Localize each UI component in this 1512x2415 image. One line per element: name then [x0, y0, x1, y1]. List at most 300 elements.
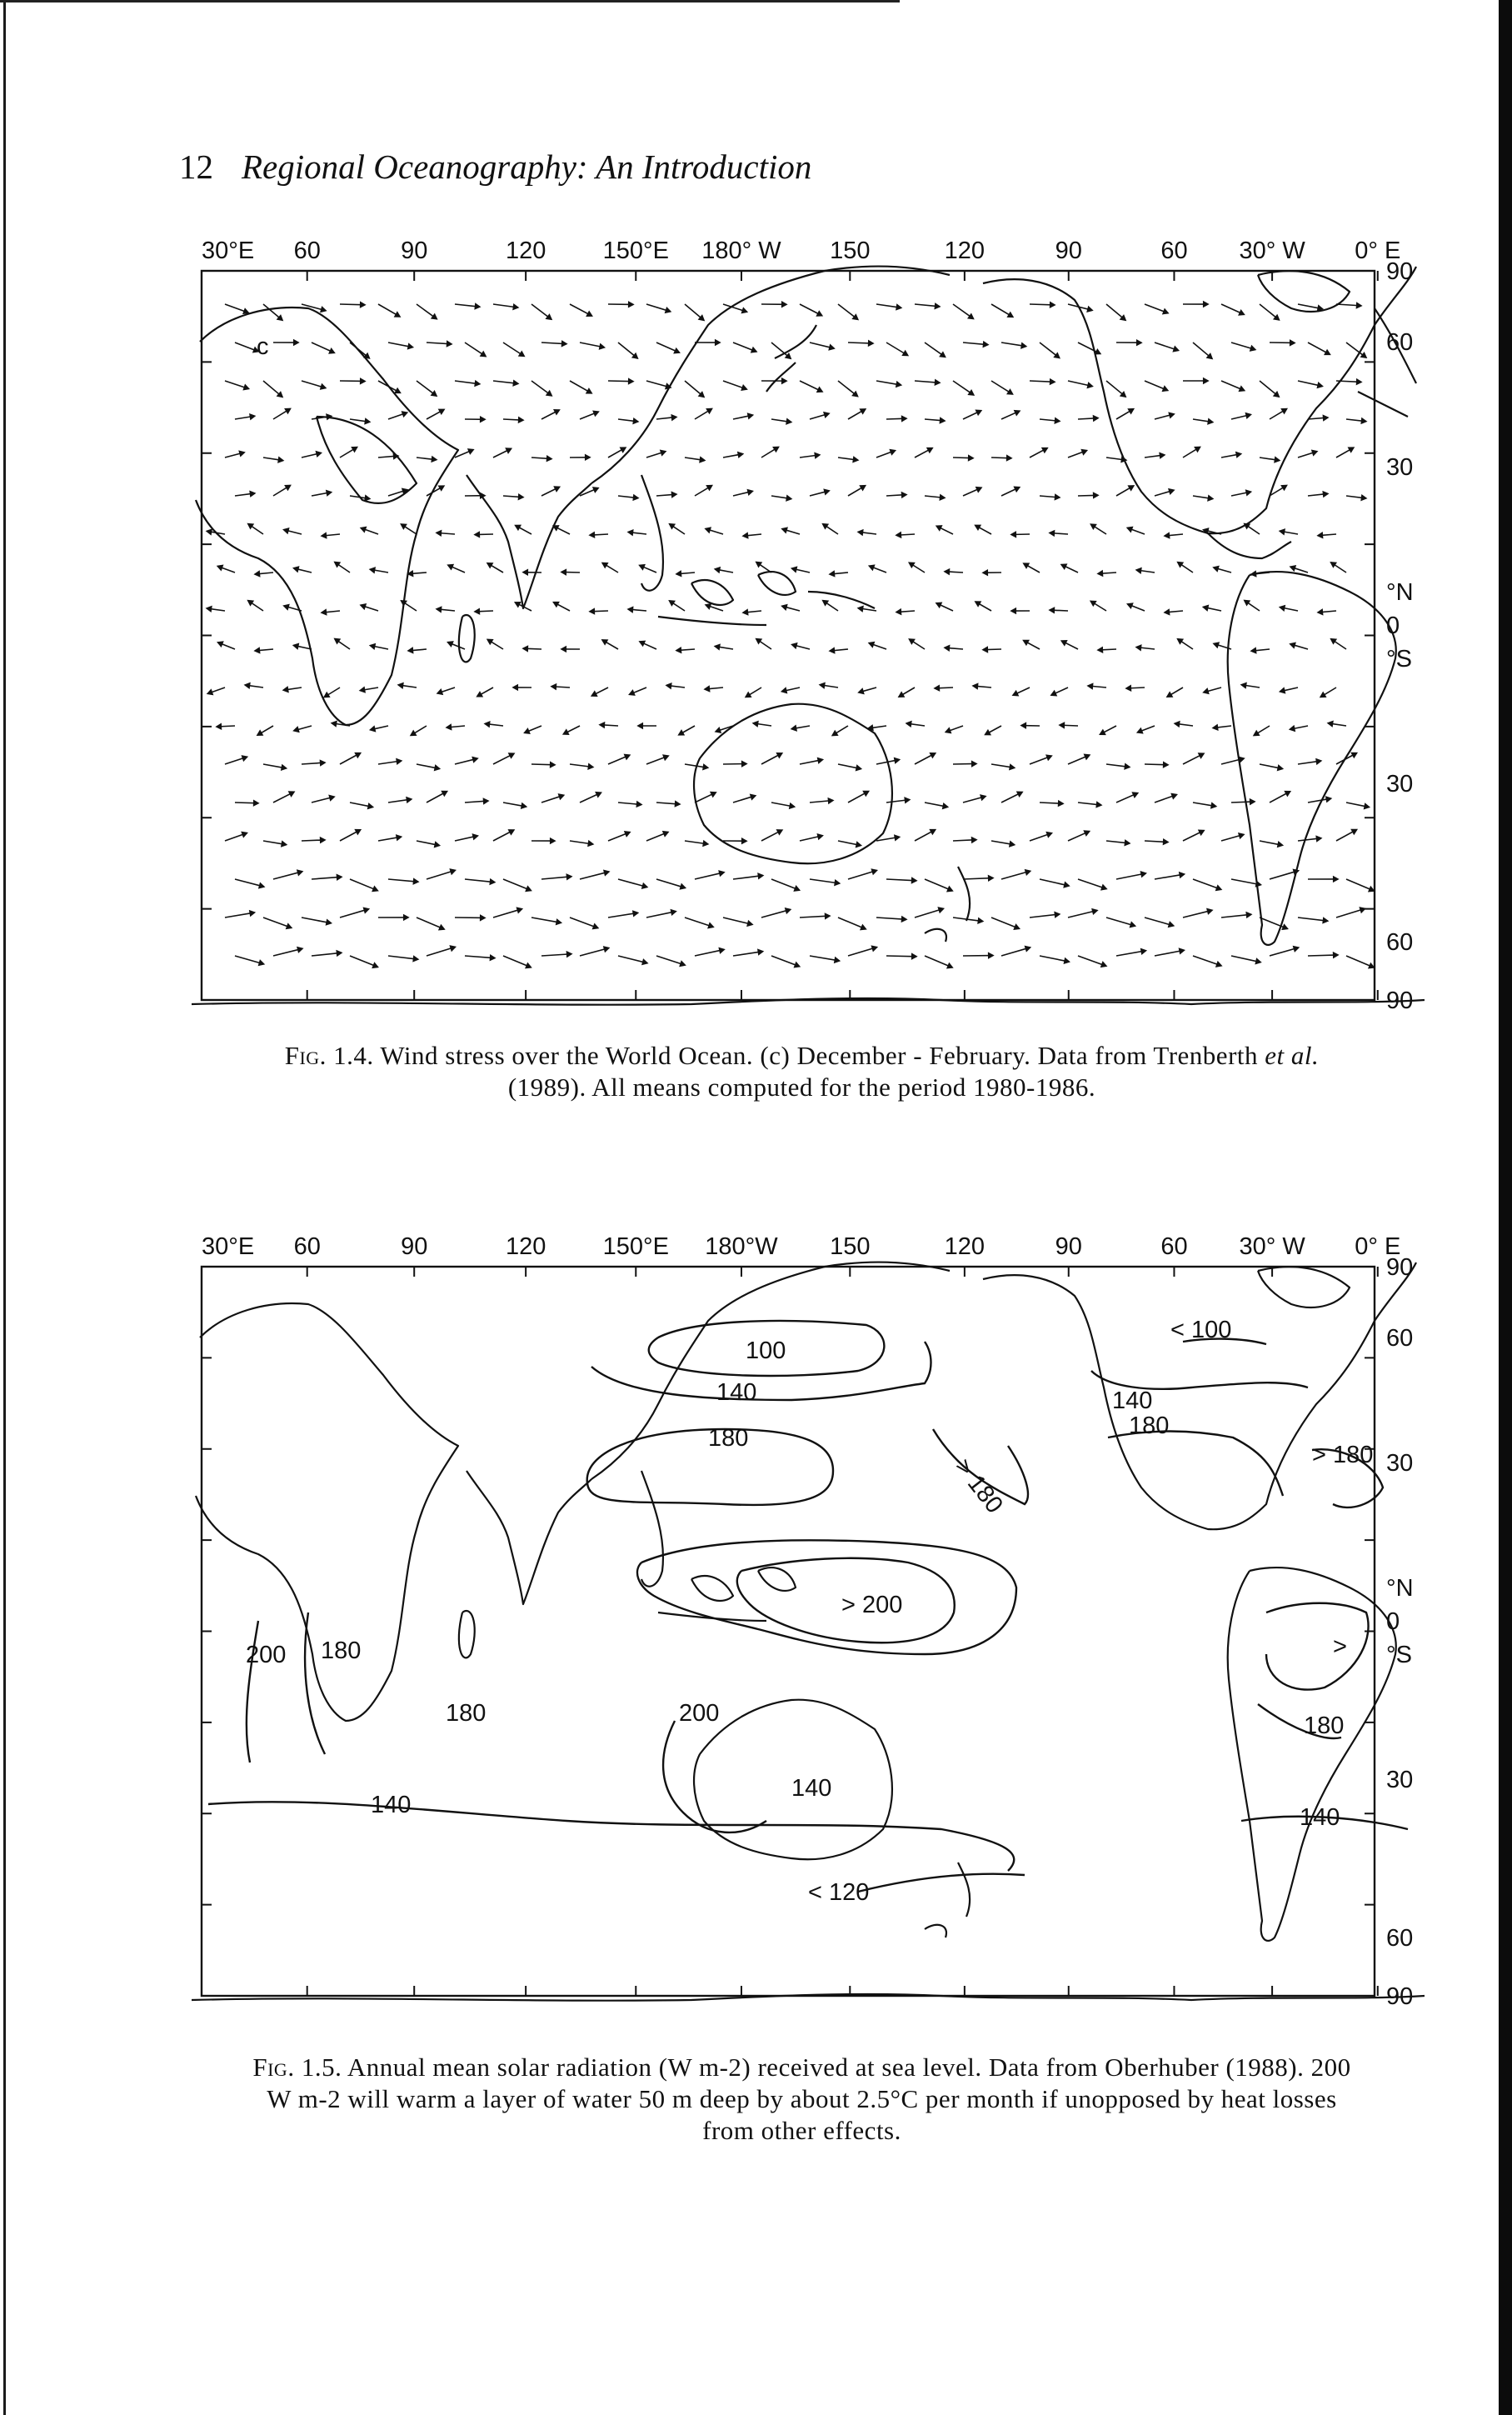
wind-arrow-head: [902, 417, 906, 422]
wind-arrow-head: [439, 486, 444, 490]
wind-arrow-head: [1352, 830, 1357, 834]
wind-arrow-head: [1250, 799, 1255, 804]
wind-arrow-head: [872, 869, 877, 874]
wind-arrow-head: [1171, 794, 1176, 798]
wind-arrow-head: [1360, 908, 1365, 912]
wind-arrow-head: [335, 562, 340, 567]
wind-arrow-head: [1046, 755, 1051, 759]
wind-arrow-head: [625, 832, 630, 836]
wind-arrow-head: [1178, 562, 1183, 567]
wind-arrow-head: [481, 493, 485, 498]
wind-arrow-head: [1290, 643, 1295, 648]
wind-arrow-head: [526, 887, 531, 891]
wind-arrow-head: [1061, 564, 1066, 568]
wind-arrow-head: [1216, 886, 1221, 890]
wind-arrow-head: [217, 566, 222, 570]
wind-arrow-head: [397, 835, 402, 840]
wind-arrow-head: [284, 605, 289, 610]
wind-arrow-head: [242, 756, 247, 760]
wind-arrow-head: [297, 870, 302, 875]
contour-label: 140: [716, 1379, 757, 1406]
wind-arrow-head: [912, 954, 916, 959]
contour-label: > 200: [841, 1592, 903, 1618]
wind-arrow-head: [1328, 722, 1333, 727]
wind-arrow-head: [1369, 963, 1374, 968]
wind-arrow-head: [858, 607, 863, 612]
wind-arrow-head: [372, 887, 377, 891]
top-axis-label: 60: [1160, 238, 1188, 264]
wind-arrow-head: [1208, 496, 1213, 501]
wind-arrow-head: [402, 524, 407, 528]
top-axis-label: 120: [505, 238, 546, 264]
wind-arrow-head: [437, 531, 441, 536]
wind-arrow-head: [756, 639, 761, 643]
wind-arrow-head: [439, 409, 444, 413]
wind-arrow-head: [792, 643, 797, 648]
right-axis-label: 30: [1386, 1767, 1414, 1793]
wind-arrow-head: [1352, 753, 1357, 758]
wind-arrow-head: [1318, 306, 1323, 311]
book-title: Regional Oceanography: An Introduction: [242, 148, 812, 186]
caption-label: Fig. 1.4.: [284, 1041, 374, 1070]
wind-arrow-head: [895, 835, 900, 840]
wind-arrow-head: [322, 533, 327, 538]
wind-arrow-head: [823, 524, 828, 528]
wind-arrow-head: [706, 528, 711, 532]
wind-arrow-head: [1214, 642, 1219, 647]
right-axis-label: 30: [1386, 771, 1414, 798]
wind-arrow-head: [1050, 302, 1055, 308]
right-axis-label: 30: [1386, 454, 1414, 481]
wind-arrow-head: [509, 753, 514, 758]
wind-arrow-head: [1325, 350, 1330, 354]
wind-arrow-head: [513, 304, 518, 309]
wind-arrow-head: [402, 412, 407, 416]
wind-arrow-head: [1092, 909, 1097, 914]
wind-arrow-head: [207, 529, 212, 534]
right-axis-label: 0: [1386, 612, 1400, 639]
wind-arrow-head: [705, 687, 710, 692]
contour-label: 180: [321, 1638, 362, 1664]
wind-arrow-head: [830, 572, 835, 577]
wind-arrow-head: [1164, 839, 1168, 844]
wind-arrow-head: [891, 450, 896, 454]
wind-arrow-head: [676, 648, 681, 652]
wind-arrow-head: [517, 908, 522, 912]
wind-arrow-head: [628, 608, 632, 612]
wind-arrow-head: [1255, 959, 1260, 964]
contour-label: > 180: [949, 1453, 1008, 1519]
wind-arrow-head: [1137, 728, 1142, 732]
wind-arrow-head: [282, 765, 287, 770]
wind-arrow-head: [361, 604, 366, 608]
wind-arrow-head: [782, 302, 786, 307]
wind-arrow-head: [365, 496, 370, 501]
wind-arrow-head: [566, 874, 571, 879]
wind-arrow-head: [1163, 387, 1168, 391]
wind-arrow-head: [1137, 340, 1141, 345]
wind-arrow-head: [562, 342, 566, 347]
wind-arrow-head: [1180, 872, 1185, 878]
wind-arrow-head: [1141, 949, 1146, 954]
india-coast: [467, 1471, 591, 1604]
wind-arrow-head: [935, 380, 939, 385]
wind-arrow-head: [902, 492, 906, 498]
wind-arrow-head: [556, 920, 561, 925]
contour-lt120: [858, 1874, 1025, 1892]
wind-arrow-head: [370, 568, 375, 572]
wind-arrow-head: [559, 794, 564, 798]
wind-arrow-head: [257, 731, 262, 735]
wind-arrow-head: [1065, 958, 1070, 963]
wind-arrow-head: [1211, 803, 1216, 808]
wind-arrow-head: [858, 530, 863, 535]
wind-arrow-head: [700, 458, 705, 462]
wind-arrow-head: [1136, 568, 1141, 573]
wind-arrow-head: [1199, 830, 1204, 834]
wind-arrow-head: [976, 525, 981, 529]
contour-140-natl: [1091, 1371, 1308, 1389]
wind-arrow-head: [782, 378, 786, 383]
wind-arrow-head: [795, 962, 800, 967]
wind-arrow-head: [707, 409, 712, 413]
wind-arrow-head: [588, 764, 593, 769]
wind-arrow-head: [439, 925, 444, 929]
top-axis-label: 180° W: [701, 238, 781, 264]
wind-arrow-head: [795, 887, 800, 891]
indochina-coast: [641, 1471, 663, 1587]
wind-arrow-head: [945, 646, 949, 651]
wind-arrow-head: [946, 728, 951, 732]
wind-arrow-head: [976, 602, 981, 606]
wind-arrow-head: [591, 692, 596, 696]
wind-arrow-head: [719, 948, 724, 953]
wind-arrow-head: [989, 953, 993, 958]
wind-arrow-head: [1085, 754, 1090, 758]
wind-arrow-head: [1130, 922, 1135, 928]
wind-arrow-head: [675, 802, 679, 807]
wind-arrow-head: [324, 692, 329, 697]
wind-arrow-head: [743, 533, 748, 538]
wind-arrow-head: [322, 610, 327, 615]
wind-arrow-head: [972, 838, 976, 842]
wind-arrow-head: [1007, 456, 1011, 461]
contour-label: 140: [371, 1792, 412, 1818]
wind-arrow-head: [856, 842, 861, 848]
page-binding-shadow: [1499, 0, 1512, 2415]
wind-arrow-head: [218, 642, 223, 646]
wind-arrow-head: [1365, 804, 1370, 809]
wind-arrow-head: [481, 417, 485, 422]
wind-arrow-head: [856, 766, 861, 771]
wind-arrow-head: [1285, 792, 1290, 796]
wind-arrow-head: [901, 917, 906, 922]
wind-arrow-head: [1096, 802, 1101, 808]
top-axis-label: 150°E: [602, 238, 669, 264]
right-axis-label: °S: [1386, 646, 1412, 672]
wind-arrow-head: [782, 688, 787, 693]
top-axis-label: 150: [830, 1233, 871, 1260]
wind-arrow-head: [707, 486, 712, 490]
wind-arrow-head: [747, 921, 752, 926]
wind-arrow-head: [1316, 759, 1321, 764]
wind-arrow-head: [588, 841, 593, 846]
wind-arrow-head: [519, 418, 523, 422]
wind-arrow-head: [1278, 842, 1283, 847]
wind-arrow-head: [983, 570, 987, 575]
wind-arrow-head: [368, 804, 373, 809]
wind-arrow-head: [1098, 571, 1102, 576]
wind-arrow-head: [372, 963, 377, 968]
wind-arrow-head: [976, 488, 981, 492]
wind-arrow-head: [475, 381, 480, 386]
wind-arrow-head: [407, 798, 412, 802]
wind-arrow-head: [625, 755, 630, 759]
figure-1-4-wind-stress-map: [192, 225, 1425, 1025]
indonesia-islands: [658, 572, 875, 625]
wind-arrow-head: [758, 873, 763, 878]
wind-arrow-head: [526, 963, 531, 968]
wind-arrow-head: [397, 759, 402, 764]
wind-arrow-head: [413, 957, 418, 962]
top-axis-label: 30° W: [1239, 238, 1305, 264]
wind-arrow-head: [1316, 837, 1321, 842]
wind-arrow-head: [254, 801, 258, 806]
wind-arrow-head: [663, 755, 668, 759]
wind-arrow-head: [935, 303, 940, 308]
wind-arrow-head: [786, 908, 791, 913]
top-axis-label: 60: [293, 1233, 321, 1260]
wind-arrow-head: [1059, 801, 1063, 806]
wind-arrow-head: [973, 684, 978, 689]
wind-arrow-head: [506, 448, 511, 452]
wind-arrow-head: [864, 792, 869, 796]
wind-arrow-head: [640, 565, 645, 569]
wind-arrow-head: [1007, 390, 1012, 394]
right-axis-label: 90: [1386, 1983, 1414, 2010]
wind-arrow-head: [859, 689, 864, 694]
right-axis-label: 60: [1386, 1325, 1414, 1352]
caption-text: Wind stress over the World Ocean. (c) December - February. Data from Trenberth: [380, 1041, 1259, 1070]
wind-arrow-head: [435, 766, 440, 771]
wind-arrow-head: [621, 448, 626, 452]
wind-arrow-head: [593, 924, 598, 928]
wind-arrow-head: [551, 762, 555, 768]
caption-etal: et al.: [1265, 1041, 1320, 1070]
wind-arrow-head: [361, 302, 365, 308]
wind-arrow-head: [259, 883, 264, 888]
wind-arrow-head: [969, 456, 973, 461]
wind-arrow-head: [329, 349, 334, 353]
wind-arrow-head: [792, 567, 797, 572]
wind-arrow-head: [1015, 411, 1020, 415]
wind-arrow-head: [909, 562, 914, 567]
wind-arrow-head: [628, 530, 633, 535]
wind-arrow-head: [1254, 731, 1259, 735]
new-zealand-coast: [925, 1862, 970, 1938]
wind-arrow-head: [242, 832, 247, 837]
wind-arrow-head: [1095, 350, 1100, 354]
wind-arrow-head: [1167, 692, 1172, 697]
wind-arrow-head: [1011, 532, 1015, 538]
wind-arrow-head: [408, 344, 413, 349]
wind-arrow-head: [1013, 691, 1018, 695]
wind-arrow-head: [255, 572, 260, 577]
wind-arrow-head: [661, 451, 666, 455]
wind-arrow-head: [1169, 922, 1174, 928]
wind-arrow-head: [817, 388, 822, 392]
wind-arrow-head: [561, 570, 566, 575]
contour-label: 180: [1304, 1712, 1345, 1739]
wind-arrow-head: [1323, 918, 1328, 923]
wind-arrow-head: [602, 640, 607, 644]
wind-arrow-head: [869, 565, 874, 569]
contour-label: 200: [679, 1700, 720, 1727]
top-axis-label: 120: [944, 1233, 986, 1260]
wind-arrow-head: [1312, 451, 1317, 455]
wind-arrow-head: [435, 842, 440, 848]
wind-arrow-head: [448, 642, 453, 646]
wind-arrow-head: [207, 607, 212, 612]
wind-arrow-head: [1126, 686, 1130, 691]
new-zealand-coast: [925, 867, 970, 942]
wind-arrow-head: [633, 418, 638, 423]
right-axis-label: °N: [1386, 1575, 1414, 1602]
wind-arrow-head: [947, 887, 952, 891]
wind-arrow-head: [703, 765, 708, 770]
indonesia-islands: [658, 1568, 796, 1621]
wind-arrow-head: [829, 345, 834, 350]
wind-arrow-head: [640, 641, 645, 645]
right-axis-label: 90: [1386, 258, 1414, 285]
wind-arrow-head: [853, 458, 858, 462]
wind-arrow-head: [935, 686, 939, 691]
wind-arrow-head: [1017, 792, 1022, 796]
wind-arrow-head: [371, 727, 376, 732]
wind-arrow-head: [983, 342, 987, 347]
wind-arrow-head: [758, 950, 763, 955]
wind-arrow-head: [751, 795, 756, 800]
wind-arrow-head: [1207, 909, 1212, 914]
wind-arrow-head: [676, 572, 681, 577]
wind-arrow-head: [352, 448, 357, 452]
contour-140-south: [208, 1802, 1014, 1871]
wind-arrow-head: [320, 761, 324, 766]
wind-arrow-head: [1136, 645, 1141, 650]
wind-arrow-head: [633, 495, 638, 500]
wind-arrow-head: [487, 639, 492, 643]
wind-arrow-head: [243, 309, 248, 313]
wind-arrow-head: [481, 915, 485, 920]
wind-arrow-head: [1204, 689, 1209, 694]
wind-arrow-head: [1331, 562, 1336, 567]
wind-arrow-head: [786, 496, 791, 501]
wind-arrow-head: [1320, 692, 1325, 697]
wind-arrow-head: [1326, 797, 1331, 802]
wind-arrow-head: [832, 731, 837, 735]
right-axis-label: °N: [1386, 579, 1414, 606]
wind-arrow-head: [1214, 567, 1219, 572]
wind-arrow-head: [321, 308, 326, 312]
wind-arrow-head: [337, 951, 342, 956]
wind-arrow-head: [671, 910, 676, 915]
wind-arrow-head: [515, 602, 520, 607]
wind-arrow-head: [1064, 882, 1069, 888]
wind-arrow-head: [516, 525, 521, 529]
wind-arrow-head: [1278, 766, 1283, 771]
wind-arrow-head: [782, 605, 787, 610]
wind-arrow-head: [861, 409, 866, 413]
wind-arrow-head: [1042, 448, 1047, 452]
wind-arrow-head: [1246, 413, 1251, 418]
wind-arrow-head: [815, 453, 820, 458]
right-axis-label: 90: [1386, 1254, 1414, 1281]
wind-arrow-head: [1129, 486, 1134, 490]
wind-arrow-head: [1256, 882, 1261, 887]
wind-arrow-head: [481, 352, 486, 356]
right-axis-label: 60: [1386, 1925, 1414, 1952]
wind-arrow-head: [1127, 528, 1132, 532]
right-axis-label: 0: [1386, 1608, 1400, 1635]
wind-arrow-head: [835, 880, 840, 885]
wind-arrow-head: [477, 692, 482, 697]
wind-arrow-head: [282, 842, 287, 847]
wind-arrow-head: [525, 729, 530, 733]
right-axis-label: °S: [1386, 1642, 1412, 1668]
wind-arrow-head: [485, 722, 490, 727]
wind-arrow-head: [906, 722, 911, 727]
wind-arrow-head: [413, 879, 417, 884]
wind-arrow-head: [586, 389, 591, 393]
wind-arrow-head: [1361, 418, 1366, 423]
wind-arrow-head: [786, 419, 791, 424]
wind-arrow-head: [1051, 691, 1056, 695]
wind-arrow-head: [523, 647, 527, 652]
wind-arrow-head: [259, 961, 264, 966]
wind-arrow-head: [1024, 563, 1029, 568]
wind-arrow-head: [321, 838, 325, 842]
asia-coast: [591, 267, 950, 483]
wind-arrow-head: [1199, 753, 1204, 758]
wind-arrow-head: [1169, 412, 1174, 418]
wind-arrow-head: [824, 412, 829, 418]
wind-arrow-head: [1357, 303, 1361, 308]
wind-arrow-head: [790, 803, 795, 808]
contour-label: 180: [1129, 1412, 1170, 1439]
wind-arrow-head: [555, 487, 560, 491]
wind-arrow-head: [364, 908, 369, 913]
wind-arrow-head: [1195, 447, 1200, 451]
wind-arrow-head: [671, 492, 676, 498]
top-axis-label: 150°E: [602, 1233, 669, 1260]
wind-arrow-head: [1169, 489, 1174, 494]
top-axis-label: 30° W: [1239, 1233, 1305, 1260]
wind-arrow-head: [912, 878, 916, 883]
top-axis-label: 120: [944, 238, 986, 264]
wind-arrow-head: [398, 683, 403, 688]
caribbean-coast: [1208, 533, 1291, 558]
wind-arrow-head: [1250, 346, 1255, 351]
right-axis-label: 60: [1386, 329, 1414, 356]
wind-arrow-head: [490, 955, 494, 960]
wind-arrow-head: [287, 924, 292, 928]
wind-arrow-head: [1282, 486, 1287, 490]
wind-arrow-head: [741, 386, 746, 390]
wind-arrow-head: [666, 683, 671, 688]
panel-letter: c: [257, 333, 269, 360]
wind-arrow-head: [1050, 608, 1054, 612]
wind-arrow-head: [1087, 307, 1092, 312]
